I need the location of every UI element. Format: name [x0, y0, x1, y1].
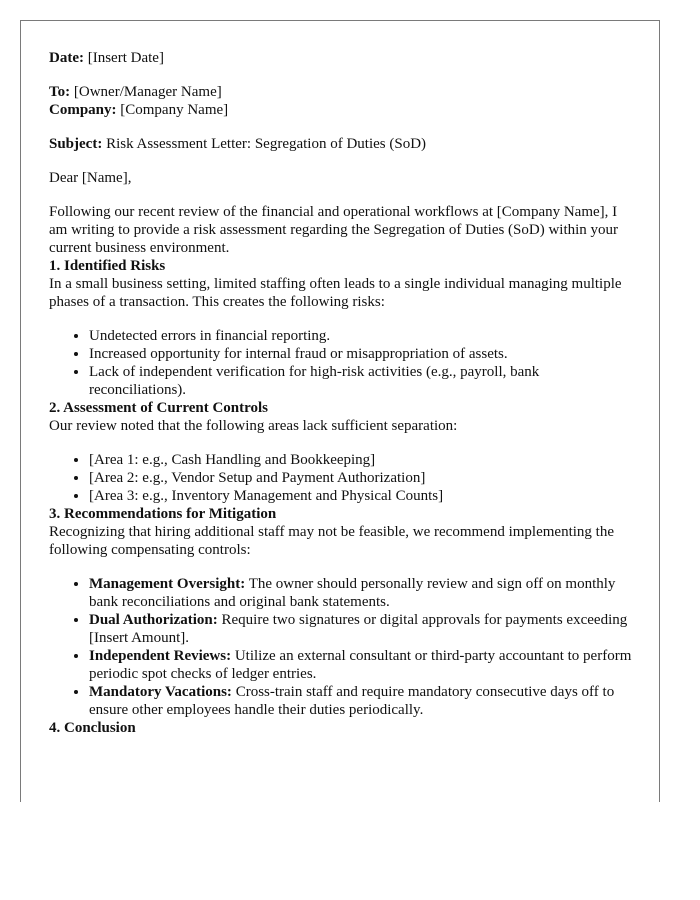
list-item-text: Utilize an external consultant or third-party accountant to perform periodic spot checks of ledger entries.: [89, 648, 632, 682]
to-line: [49, 83, 639, 101]
list-item: [89, 363, 639, 399]
list-item: [89, 469, 639, 487]
section-title-risks: 1. Identified Risks: [49, 258, 166, 274]
list-item: [89, 683, 639, 719]
letter-content: [49, 49, 639, 737]
section-text-risks: In a small business setting, limited staffing often leads to a single individual managing multiple phases of a transaction. This creates the following risks:: [49, 276, 622, 310]
list-item: [89, 611, 639, 647]
date-label: Date:: [49, 50, 84, 66]
list-item: [89, 327, 639, 345]
list-item-text: Lack of independent verification for high-risk activities (e.g., payroll, bank reconciliations).: [89, 364, 540, 398]
list-item: [89, 647, 639, 683]
subject-label: Subject:: [49, 136, 103, 152]
list-item: [89, 487, 639, 505]
letter-page: [20, 20, 660, 802]
list-item-bold: Management Oversight:: [89, 576, 246, 592]
subject-line: [49, 135, 639, 153]
section-title-recommendations: 3. Recommendations for Mitigation: [49, 506, 277, 522]
company-value: [Company Name]: [120, 102, 229, 118]
recommendations-list: [49, 575, 639, 719]
company-label: Company:: [49, 102, 117, 118]
to-value: [Owner/Manager Name]: [73, 84, 222, 100]
list-item-text: Increased opportunity for internal fraud or misappropriation of assets.: [89, 346, 508, 362]
list-item: [89, 451, 639, 469]
section-text-controls: Our review noted that the following areas lack sufficient separation:: [49, 418, 458, 434]
section-text-recommendations: Recognizing that hiring additional staff may not be feasible, we recommend implementing the following compensating controls:: [49, 524, 614, 558]
section-title-conclusion: 4. Conclusion: [49, 720, 136, 736]
intro-paragraph: Following our recent review of the financial and operational workflows at [Company Name], I am writing to provide a risk assessment regarding the Segregation of Duties (SoD) within your current business environment.: [49, 204, 619, 256]
subject-value: Risk Assessment Letter: Segregation of Duties (SoD): [106, 136, 427, 152]
list-item-text: Require two signatures or digital approvals for payments exceeding [Insert Amount].: [89, 612, 628, 646]
date-line: [49, 49, 639, 67]
list-item-text: The owner should personally review and sign off on monthly bank reconciliations and original bank statements.: [89, 576, 616, 610]
to-label: To:: [49, 84, 71, 100]
date-value: [Insert Date]: [87, 50, 164, 66]
list-item: [89, 345, 639, 363]
list-item: [89, 575, 639, 611]
company-line: [49, 101, 639, 119]
list-item-text: [Area 2: e.g., Vendor Setup and Payment Authorization]: [89, 470, 426, 486]
list-item-text: [Area 3: e.g., Inventory Management and Physical Counts]: [89, 488, 444, 504]
list-item-bold: Dual Authorization:: [89, 612, 218, 628]
list-item-text: Undetected errors in financial reporting.: [89, 328, 331, 344]
salutation: Dear [Name],: [49, 170, 132, 186]
section-title-controls: 2. Assessment of Current Controls: [49, 400, 269, 416]
controls-list: [49, 451, 639, 505]
list-item-bold: Mandatory Vacations:: [89, 684, 232, 700]
list-item-bold: Independent Reviews:: [89, 648, 232, 664]
risks-list: [49, 327, 639, 399]
list-item-text: Cross-train staff and require mandatory consecutive days off to ensure other employees handle their duties periodically.: [89, 684, 615, 718]
list-item-text: [Area 1: e.g., Cash Handling and Bookkeeping]: [89, 452, 376, 468]
